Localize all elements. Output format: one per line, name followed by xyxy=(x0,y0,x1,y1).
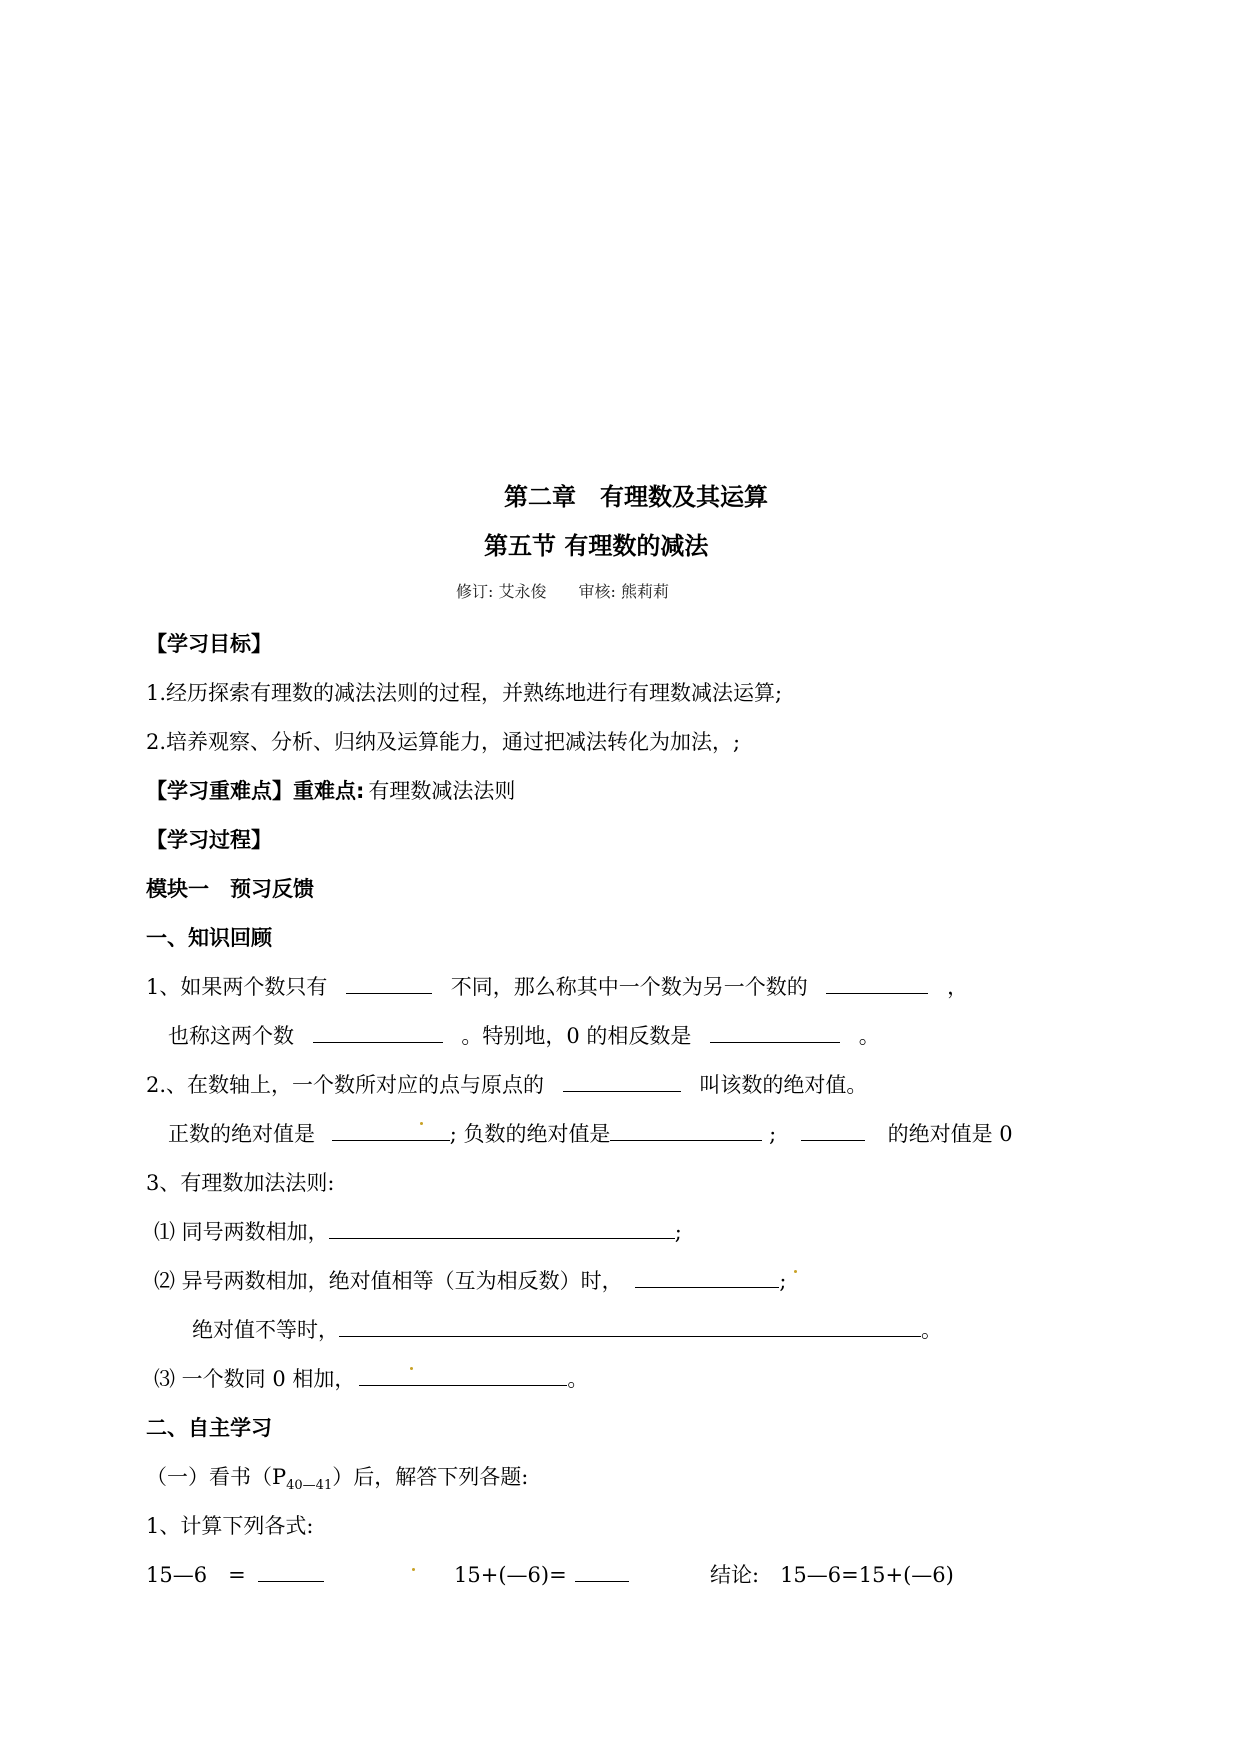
read-book-text-b: ）后，解答下列各题: xyxy=(332,1465,529,1489)
q1-blank-3[interactable] xyxy=(313,1024,443,1043)
expr-2-blank[interactable] xyxy=(575,1563,629,1582)
q2-line-1 xyxy=(146,1072,867,1098)
scan-speck xyxy=(794,1270,797,1273)
read-book-line xyxy=(146,1464,528,1499)
q3-rule-4-text: ⑶ 一个数同 0 相加， xyxy=(154,1367,356,1391)
q1-text-f: 。 xyxy=(858,1024,880,1048)
q3-rule-4-end: 。 xyxy=(567,1367,589,1391)
q3-rule-2-end: ; xyxy=(779,1269,787,1293)
conclusion: 结论: 15—6=15+(—6) xyxy=(710,1563,954,1587)
q3-rule-4 xyxy=(154,1366,588,1392)
q1-text-c: ， xyxy=(947,975,969,999)
q1-line-1 xyxy=(146,974,968,1000)
read-book-pages: 40—41 xyxy=(286,1478,333,1494)
q1-blank-2[interactable] xyxy=(826,975,928,994)
key-points-text: 有理数减法法则 xyxy=(368,779,516,803)
scan-speck xyxy=(420,1122,423,1125)
q1-blank-4[interactable] xyxy=(710,1024,840,1043)
goal-item-1: 1.经历探索有理数的减法法则的过程，并熟练地进行有理数减法运算; xyxy=(146,681,783,705)
expr-1: 15—6 = xyxy=(146,1563,246,1587)
section-title: 第五节 有理数的减法 xyxy=(484,532,709,560)
q1-text-a: 1、如果两个数只有 xyxy=(146,975,328,999)
q2-text-d: ; 负数的绝对值是 xyxy=(449,1122,611,1146)
expr-1-blank[interactable] xyxy=(258,1563,324,1582)
review-heading: 一、知识回顾 xyxy=(146,926,272,950)
q1-text-b: 不同，那么称其中一个数为另一个数的 xyxy=(450,975,808,999)
q3-rule-4-blank[interactable] xyxy=(359,1367,567,1386)
scan-speck xyxy=(412,1568,415,1571)
q2-blank-2[interactable] xyxy=(332,1122,450,1141)
q3-rule-3-end: 。 xyxy=(921,1318,942,1342)
credits-line: 修订: 艾永俊 审核: 熊莉莉 xyxy=(456,582,669,601)
q2-text-e: ; xyxy=(769,1122,777,1146)
q1-blank-1[interactable] xyxy=(346,975,432,994)
q3-rule-2-text: ⑵ 异号两数相加，绝对值相等（互为相反数）时， xyxy=(154,1269,623,1293)
q3-rule-1-blank[interactable] xyxy=(329,1220,675,1239)
process-heading: 【学习过程】 xyxy=(146,828,272,852)
chapter-title: 第二章 有理数及其运算 xyxy=(504,483,768,511)
q3-rule-1-text: ⑴ 同号两数相加， xyxy=(154,1220,329,1244)
q2-text-c: 正数的绝对值是 xyxy=(168,1122,315,1146)
read-book-text-a: （一）看书（P xyxy=(146,1465,287,1489)
q2-text-f: 的绝对值是 0 xyxy=(887,1122,1013,1146)
self-study-heading: 二、自主学习 xyxy=(146,1416,272,1440)
key-points-heading: 【学习重难点】重难点: xyxy=(146,779,365,803)
q2-line-2 xyxy=(168,1121,1013,1147)
q3-rule-1-end: ; xyxy=(674,1220,682,1244)
compute-line xyxy=(146,1562,324,1588)
q3-heading: 3、有理数加法法则: xyxy=(146,1171,335,1195)
q3-rule-2-blank[interactable] xyxy=(635,1269,779,1288)
compute-heading: 1、计算下列各式: xyxy=(146,1514,314,1538)
q1-text-d: 也称这两个数 xyxy=(168,1024,294,1048)
goals-heading: 【学习目标】 xyxy=(146,632,272,656)
q2-blank-3[interactable] xyxy=(610,1122,762,1141)
q3-rule-3-text: 绝对值不等时， xyxy=(192,1318,339,1342)
expr-2: 15+(—6)= xyxy=(454,1563,567,1587)
key-points-line xyxy=(146,778,515,804)
q2-text-a: 2.、在数轴上，一个数所对应的点与原点的 xyxy=(146,1073,545,1097)
q2-blank-4[interactable] xyxy=(801,1122,865,1141)
q3-rule-2 xyxy=(154,1268,786,1294)
q2-text-b: 叫该数的绝对值。 xyxy=(699,1073,868,1097)
q1-line-2 xyxy=(168,1023,880,1049)
q3-rule-1 xyxy=(154,1219,682,1245)
q2-blank-1[interactable] xyxy=(563,1073,681,1092)
q3-rule-3 xyxy=(192,1317,942,1343)
q3-rule-3-blank[interactable] xyxy=(339,1318,921,1337)
compute-line-2 xyxy=(454,1562,629,1588)
module-1-heading: 模块一 预习反馈 xyxy=(146,877,314,901)
scan-speck xyxy=(410,1367,413,1370)
goal-item-2: 2.培养观察、分析、归纳及运算能力，通过把减法转化为加法，; xyxy=(146,730,741,754)
q1-text-e: 。特别地，0 的相反数是 xyxy=(461,1024,692,1048)
